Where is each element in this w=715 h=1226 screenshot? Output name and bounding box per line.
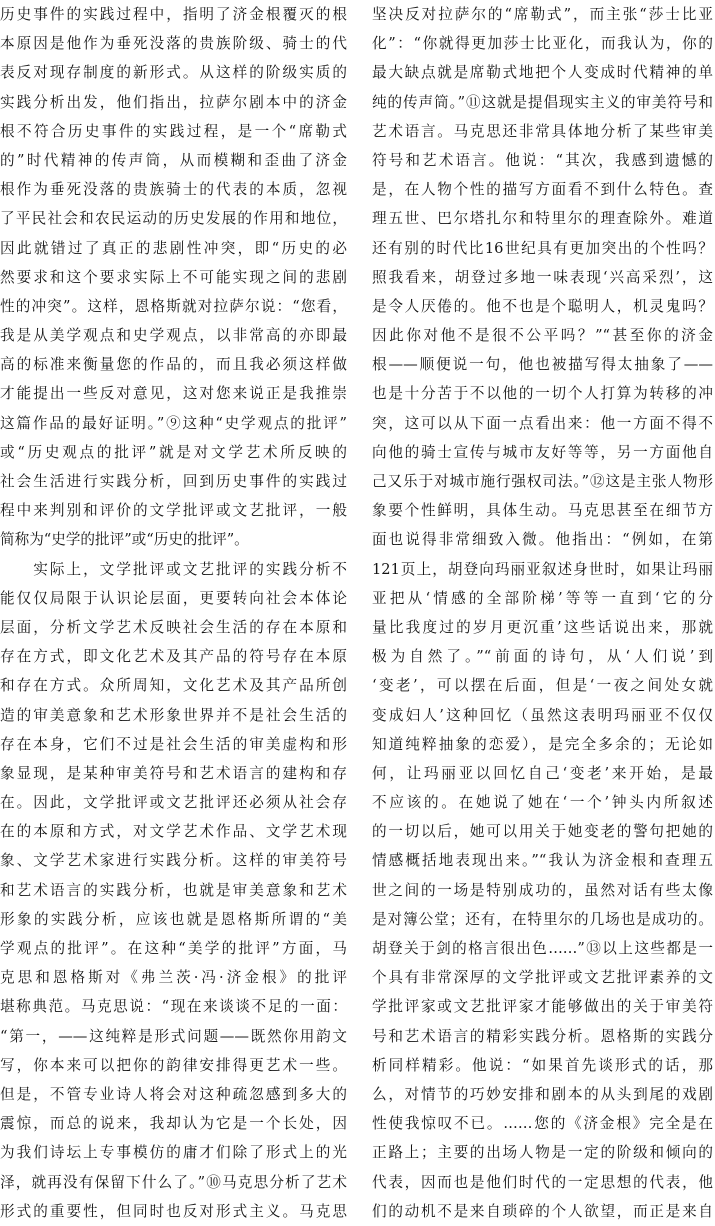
- text-line: 震惊，而总的说来，我却认为它是一个长处，因: [0, 1115, 347, 1133]
- text-line: 的一切以后，她可以用关于她变老的警句把她的: [372, 823, 713, 841]
- text-line: 面也说得非常细致入微。他指出：“例如，在第: [372, 531, 713, 549]
- text-line: 但是，不管专业诗人将会对这种疏忽感到多大的: [0, 1085, 347, 1103]
- text-line: 或“历史观点的批评”就是对文学艺术所反映的: [0, 443, 347, 461]
- text-line: 纯的传声筒。”⑪这就是提倡现实主义的审美符号和: [372, 93, 713, 111]
- text-line: 己又乐于对城市施行强权司法。”⑫这是主张人物形: [372, 473, 713, 490]
- text-line: 析同样精彩。他说：“如果首先谈形式的话，那: [372, 1056, 713, 1074]
- text-line: 在的本原和方式，对文学艺术作品、文学艺术现: [0, 823, 347, 841]
- text-line: 根——顺便说一句，他也被描写得太抽象了——: [372, 356, 713, 374]
- text-line: 象要个性鲜明，具体生动。马克思甚至在细节方: [372, 502, 713, 520]
- text-line: 亚把从‘情感的全部阶梯’等等一直到‘它的分: [372, 589, 713, 607]
- text-line: 为我们诗坛上专事模仿的庸才们除了形式上的光: [0, 1144, 347, 1162]
- text-line: 的”时代精神的传声筒，从而模糊和歪曲了济金: [0, 151, 347, 169]
- text-line: 知道纯粹抽象的恋爱），是完全多余的；无论如: [372, 735, 713, 753]
- text-line: 表反对现存制度的新形式。从这样的阶级实质的: [0, 64, 347, 82]
- text-line: 号和艺术语言的精彩实践分析。恩格斯的实践分: [372, 1027, 713, 1045]
- text-line: 还有别的时代比16世纪具有更加突出的个性吗？: [372, 239, 713, 257]
- text-line: 学批评家或文艺批评家才能够做出的关于审美符: [372, 998, 713, 1016]
- text-line: 和存在方式。众所周知，文化艺术及其产品所创: [0, 677, 347, 695]
- text-line: 量比我度过的岁月更沉重’这些话说出来，那就: [372, 618, 713, 636]
- text-line: 写，你本来可以把你的韵律安排得更艺术一些。: [0, 1056, 347, 1074]
- text-line: 根作为垂死没落的贵族骑士的代表的本质，忽视: [0, 181, 347, 199]
- text-line: 艺术语言。马克思还非常具体地分析了某些审美: [372, 122, 713, 140]
- text-line: 层面，分析文学艺术反映社会生活的存在本原和: [0, 618, 347, 636]
- text-line: 因此就错过了真正的悲剧性冲突，即“历史的必: [0, 239, 347, 257]
- text-line: 才能提出一些反对意见，这对您来说正是我推崇: [0, 385, 347, 403]
- text-line: 高的标准来衡量您的作品的，而且我必须这样做: [0, 356, 347, 374]
- text-line: 坚决反对拉萨尔的“席勒式”，而主张“莎士比亚: [372, 6, 713, 23]
- text-line: 个具有非常深厚的文学批评或文艺批评素养的文: [372, 969, 713, 987]
- text-line: 因此你对他不是很不公平吗？”“甚至你的济金: [372, 327, 713, 345]
- text-line: 符号和艺术语言。他说：“其次，我感到遗憾的: [372, 151, 713, 169]
- text-line: 泽，就再没有保留下什么了。”⑩马克思分析了艺术: [0, 1173, 347, 1191]
- text-line: 实际上，文学批评或文艺批评的实践分析不: [0, 560, 347, 578]
- text-line: 们的动机不是来自琐碎的个人欲望，而正是来自: [372, 1202, 713, 1220]
- text-line: 然要求和这个要求实际上不可能实现之间的悲剧: [0, 268, 347, 286]
- text-line: 堪称典范。马克思说：“现在来谈谈不足的一面：: [0, 998, 347, 1016]
- text-line: 实践分析出发，他们指出，拉萨尔剧本中的济金: [0, 93, 347, 111]
- text-line: 代表，因而也是他们时代的一定思想的代表，他: [372, 1173, 713, 1191]
- text-line: 何，让玛丽亚以回忆自己‘变老’来开始，是最: [372, 764, 713, 782]
- text-line: 了平民社会和农民运动的历史发展的作用和地位，: [0, 210, 347, 228]
- text-line: 存在本身，它们不过是社会生活的审美虚构和形: [0, 735, 347, 753]
- text-line: 照我看来，胡登过多地一味表现‘兴高采烈’，这: [372, 268, 713, 286]
- text-line: 简称为“史学的批评”或“历史的批评”。: [0, 531, 249, 549]
- left-text-column: [0, 0, 347, 1226]
- text-line: 正路上；主要的出场人物是一定的阶级和倾向的: [372, 1144, 713, 1162]
- text-line: 本原因是他作为垂死没落的贵族阶级、骑士的代: [0, 35, 347, 53]
- text-line: 克思和恩格斯对《弗兰茨·冯·济金根》的批评: [0, 969, 347, 987]
- text-line: 程中来判别和评价的文学批评或文艺批评，一般: [0, 502, 347, 520]
- text-line: 形式的重要性，但同时也反对形式主义。马克思: [0, 1202, 347, 1220]
- text-line: 也是十分苦于不以他的一切个人打算为转移的冲: [372, 385, 713, 403]
- text-line: 是，在人物个性的描写方面看不到什么特色。查: [372, 181, 713, 199]
- text-line: 性的冲突”。这样，恩格斯就对拉萨尔说：“您看，: [0, 297, 347, 315]
- text-line: 社会生活进行实践分析，回到历史事件的实践过: [0, 473, 347, 490]
- text-line: 么，对情节的巧妙安排和剧本的从头到尾的戏剧: [372, 1085, 713, 1103]
- text-line: 是令人厌倦的。他不也是个聪明人，机灵鬼吗？: [372, 297, 713, 315]
- text-line: 和艺术语言的实践分析，也就是审美意象和艺术: [0, 881, 347, 899]
- text-line: 性使我惊叹不已。……您的《济金根》完全是在: [372, 1115, 713, 1133]
- text-line: 形象的实践分析，应该也就是恩格斯所谓的“美: [0, 910, 347, 928]
- text-line: 象、文学艺术家进行实践分析。这样的审美符号: [0, 852, 347, 870]
- text-line: 情感概括地表现出来。”“我认为济金根和查理五: [372, 852, 713, 870]
- text-line: 突，这可以从下面一点看出来：他一方面不得不: [372, 414, 713, 432]
- right-text-column: [372, 0, 713, 1226]
- text-line: 变成妇人’这种回忆（虽然这表明玛丽亚不仅仅: [372, 706, 713, 724]
- text-line: 造的审美意象和艺术形象世界并不是社会生活的: [0, 706, 347, 724]
- text-line: 化”：“你就得更加莎士比亚化，而我认为，你的: [372, 35, 713, 53]
- text-line: 我是从美学观点和史学观点，以非常高的亦即最: [0, 327, 347, 345]
- text-line: “第一，——这纯粹是形式问题——既然你用韵文: [0, 1027, 347, 1045]
- text-line: 胡登关于剑的格言很出色……”⑬以上这些都是一: [372, 940, 713, 957]
- text-line: 最大缺点就是席勒式地把个人变成时代精神的单: [372, 64, 713, 82]
- text-line: 象显现，是某种审美符号和艺术语言的建构和存: [0, 764, 347, 782]
- text-line: 存在方式，即文化艺术及其产品的符号存在本原: [0, 648, 347, 666]
- text-line: 理五世、巴尔塔扎尔和特里尔的理查除外。难道: [372, 210, 713, 228]
- text-line: 是对簿公堂；还有，在特里尔的几场也是成功的。: [372, 910, 713, 928]
- text-line: 向他的骑士宣传与城市友好等等，另一方面他自: [372, 443, 713, 461]
- text-line: 历史事件的实践过程中，指明了济金根覆灭的根: [0, 6, 347, 23]
- text-line: 121页上，胡登向玛丽亚叙述身世时，如果让玛丽: [372, 560, 713, 578]
- text-line: 不应该的。在她说了她在‘一个’钟头内所叙述: [372, 794, 713, 812]
- text-line: 世之间的一场是特别成功的，虽然对话有些太像: [372, 881, 713, 899]
- text-line: ‘变老’，可以摆在后面，但是‘一夜之间处女就: [372, 677, 713, 695]
- text-line: 根不符合历史事件的实践过程，是一个“席勒式: [0, 122, 347, 140]
- text-line: 这篇作品的最好证明。”⑨这种“史学观点的批评”: [0, 414, 347, 432]
- text-line: 在。因此，文学批评或文艺批评还必须从社会存: [0, 794, 347, 812]
- text-line: 学观点的批评”。在这种“美学的批评”方面，马: [0, 940, 347, 957]
- text-line: 能仅仅局限于认识论层面，更要转向社会本体论: [0, 589, 347, 607]
- text-line: 极为自然了。”“前面的诗句，从‘人们说’到: [372, 648, 713, 666]
